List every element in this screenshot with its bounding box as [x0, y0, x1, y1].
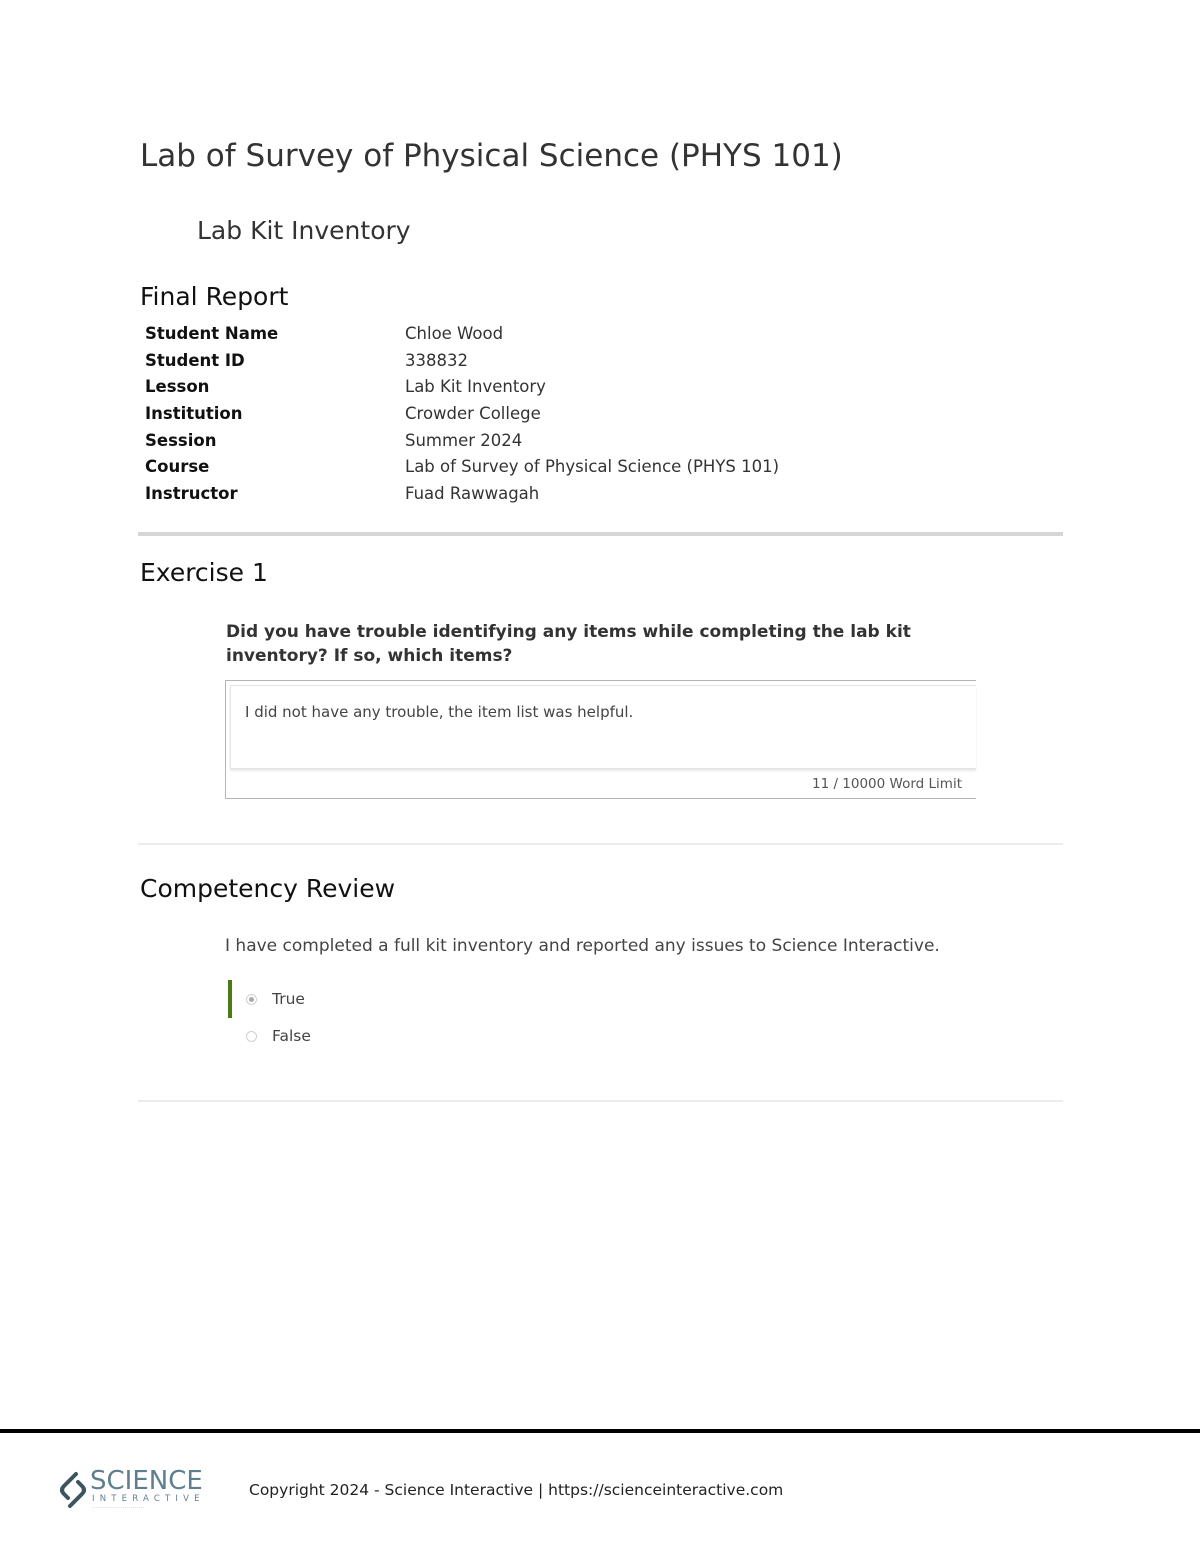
report-info-table: [145, 320, 779, 507]
science-interactive-logo: [58, 1466, 208, 1514]
info-row-student-name: [145, 320, 779, 347]
info-label: Student Name: [145, 323, 279, 343]
info-row-student-id: [145, 347, 779, 374]
info-row-course: [145, 453, 779, 480]
competency-heading: Competency Review: [140, 874, 396, 903]
info-label: Instructor: [145, 483, 238, 503]
section-divider: [138, 843, 1063, 845]
exercise-heading: Exercise 1: [140, 558, 268, 587]
info-value: 338832: [405, 350, 468, 370]
radio-unchecked-icon[interactable]: [246, 1031, 257, 1042]
competency-statement: I have completed a full kit inventory and reported any issues to Science Interactive.: [225, 936, 940, 956]
radio-label: True: [272, 990, 305, 1008]
radio-label: False: [272, 1027, 311, 1045]
info-value: Lab Kit Inventory: [405, 377, 546, 397]
selected-indicator: [228, 980, 232, 1018]
answer-text[interactable]: I did not have any trouble, the item list was helpful.: [230, 685, 976, 769]
section-divider: [138, 1100, 1063, 1102]
radio-checked-icon[interactable]: [246, 994, 257, 1005]
info-value: Chloe Wood: [405, 323, 504, 343]
footer-copyright: Copyright 2024 - Science Interactive | https://scienceinteractive.com: [249, 1481, 784, 1499]
course-title: Lab of Survey of Physical Science (PHYS 101): [140, 138, 843, 174]
info-row-lesson: [145, 373, 779, 400]
info-row-institution: [145, 400, 779, 427]
lesson-title: Lab Kit Inventory: [197, 216, 411, 245]
info-row-session: [145, 427, 779, 454]
info-label: Lesson: [145, 377, 210, 397]
logo-word: SCIENCE: [90, 1466, 203, 1496]
answer-field[interactable]: [225, 680, 976, 799]
info-label: Student ID: [145, 350, 245, 370]
exercise-question: Did you have trouble identifying any items while completing the lab kit inventory? If so, which items?: [226, 622, 911, 666]
final-report-heading: Final Report: [140, 282, 289, 311]
info-value: Summer 2024: [405, 430, 523, 450]
section-divider: [138, 532, 1063, 536]
info-row-instructor: [145, 480, 779, 507]
footer-divider: [0, 1429, 1200, 1433]
logo-tagline: ··························: [92, 1506, 145, 1511]
word-count: 11 / 10000 Word Limit: [811, 776, 962, 792]
info-value: Fuad Rawwagah: [405, 483, 540, 503]
info-value: Lab of Survey of Physical Science (PHYS 101): [405, 457, 780, 477]
info-label: Session: [145, 430, 217, 450]
info-value: Crowder College: [405, 403, 541, 423]
info-label: Institution: [145, 403, 243, 423]
logo-sub: INTERACTIVE: [92, 1494, 205, 1504]
logo-mark-icon: [58, 1470, 88, 1510]
info-label: Course: [145, 457, 210, 477]
